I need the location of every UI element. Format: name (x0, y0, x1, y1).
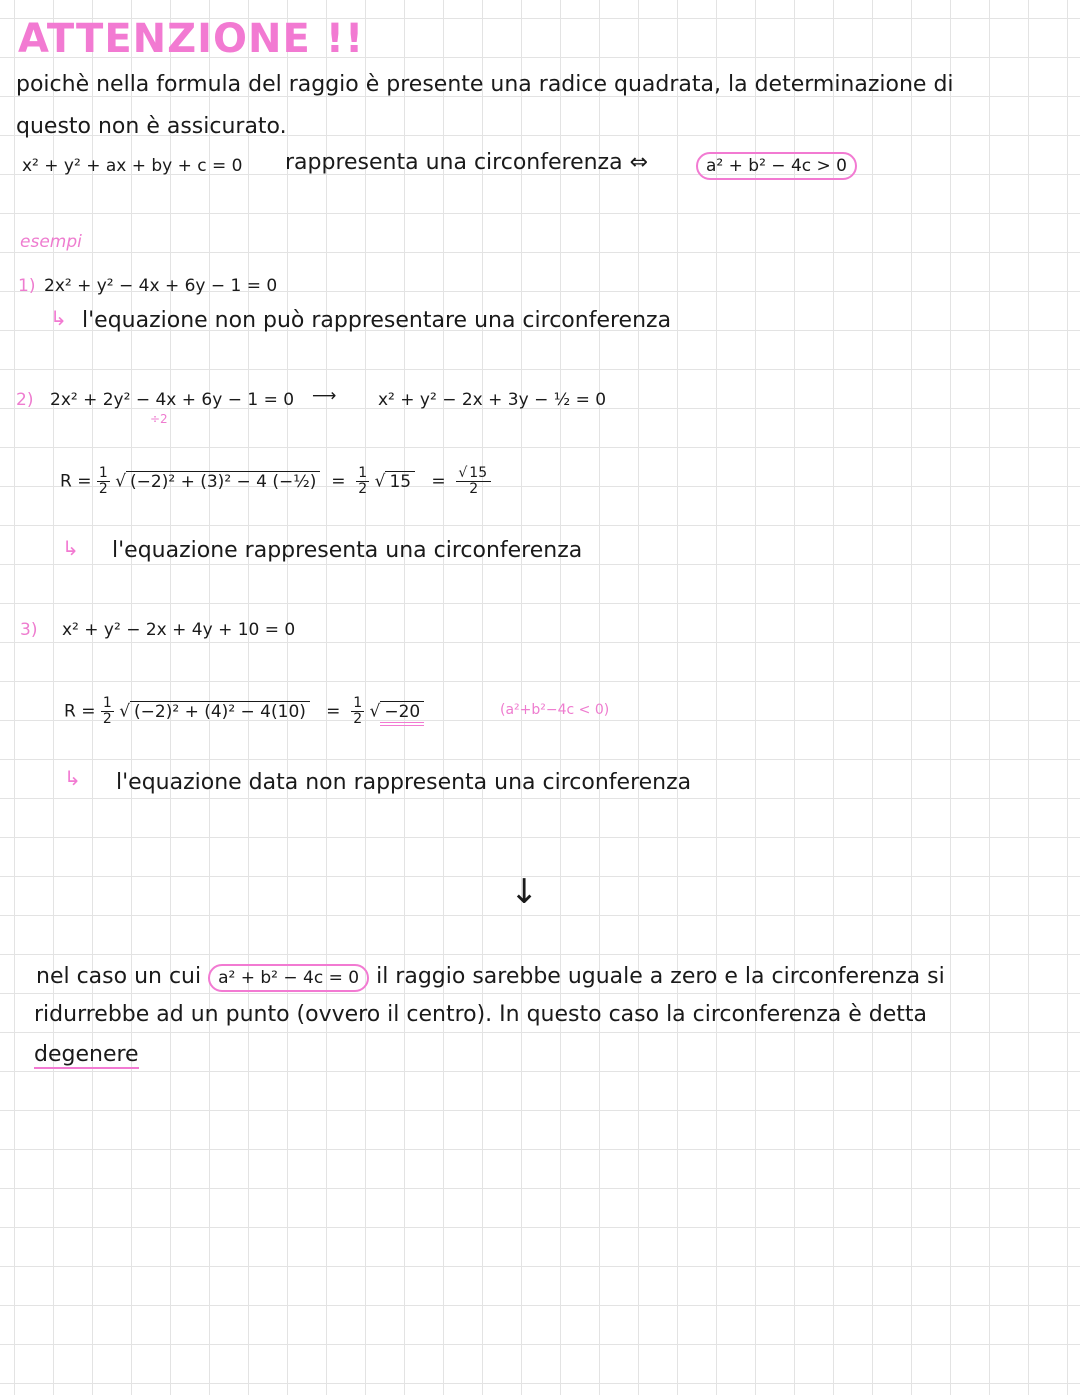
examples-heading: esempi (20, 232, 82, 252)
example-2-equation: 2x² + 2y² − 4x + 6y − 1 = 0 (50, 390, 295, 410)
degenerate-line-2: ridurrebbe ad un punto (ovvero il centro). In questo caso la circonferenza è detta (34, 1002, 928, 1027)
arrow-icon: ↳ (64, 766, 81, 790)
example-2-number: 2) (16, 390, 34, 410)
example-3-equation: x² + y² − 2x + 4y + 10 = 0 (62, 620, 296, 640)
existence-condition: a² + b² − 4c > 0 (696, 152, 857, 180)
result-sqrt: −20 (380, 701, 424, 726)
example-3-number: 3) (20, 620, 38, 640)
radius-label: R = (60, 471, 92, 492)
arrow-icon: ↳ (50, 306, 67, 330)
example-2-conclusion: l'equazione rappresenta una circonferenza (112, 538, 583, 563)
general-equation: x² + y² + ax + by + c = 0 (22, 156, 243, 176)
radicand: (−2)² + (4)² − 4(10) (130, 701, 310, 722)
radicand: (−2)² + (3)² − 4 (−½) (126, 471, 320, 492)
example-2-reduced: x² + y² − 2x + 3y − ½ = 0 (378, 390, 607, 410)
example-2-divisor: ÷2 (150, 412, 168, 426)
example-3-radius: R = $\frac{1}{2}$ √ (−2)² + (4)² − 4(10) = $\frac{1}{2}$ √ −20 (64, 696, 424, 727)
implies-arrow: ⟶ (312, 386, 337, 406)
example-1-conclusion: l'equazione non può rappresentare una circonferenza (82, 308, 672, 333)
intro-statement: rappresenta una circonferenza ⇔ (285, 150, 648, 175)
example-1-number: 1) (18, 276, 36, 296)
intro-line-1: poichè nella formula del raggio è presente una radice quadrata, la determinazione di (16, 72, 954, 97)
degenerate-term: degenere (34, 1042, 139, 1067)
intro-line-2: questo non è assicurato. (16, 114, 287, 139)
degenerate-condition: a² + b² − 4c = 0 (208, 964, 369, 992)
example-1-equation: 2x² + y² − 4x + 6y − 1 = 0 (44, 276, 278, 296)
example-3-note: (a²+b²−4c < 0) (500, 702, 610, 718)
one-half: $\frac{1}{2}$ (98, 465, 108, 497)
example-3-conclusion: l'equazione data non rappresenta una circonferenza (116, 770, 692, 795)
down-arrow-icon: ↓ (510, 872, 539, 912)
page-title: ATTENZIONE !! (18, 16, 365, 62)
arrow-icon: ↳ (62, 536, 79, 560)
example-2-radius: R = $\frac{1}{2}$ √ (−2)² + (3)² − 4 (−½) = $\frac{1}{2}$ √ 15 = $\frac{√ 15}{2}$ (60, 466, 491, 497)
degenerate-line-1: nel caso un cui a² + b² − 4c = 0 il raggio sarebbe uguale a zero e la circonferenza si (36, 964, 945, 989)
sqrt-15: 15 (385, 471, 415, 492)
